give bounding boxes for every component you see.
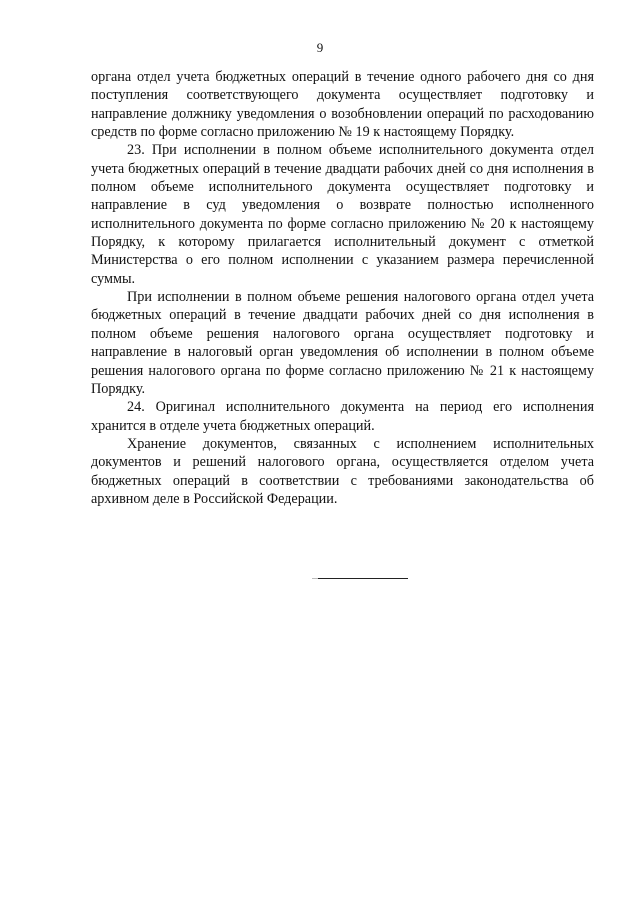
- paragraph-tax-decision: При исполнении в полном объеме решения налогового органа отдел учета бюджетных операций в течение двадцати рабочих дней со дня исполнения в полном объеме решения налогового органа осуществляет подготовку и направление в налоговый орган уведомления об исполнении в полном объеме решения налогового органа по форме согласно приложению № 21 к настоящему Порядку.: [91, 289, 594, 397]
- paragraph-item-23: 23. При исполнении в полном объеме исполнительного документа отдел учета бюджетных операций в течение двадцати рабочих дней со дня исполнения в полном объеме исполнительного документа осуществляет подготовку и направление в суд уведомления о возврате полностью исполненного исполнительного документа по форме согласно приложению № 20 к настоящему Порядку, к которому прилагается исполнительный документ с отметкой Министерства о его полном исполнении с указанием размера перечисленной суммы.: [91, 142, 594, 287]
- end-of-document-rule: [318, 578, 408, 579]
- page-number: 9: [316, 40, 324, 55]
- paragraph-item-24: 24. Оригинал исполнительного документа на период его исполнения хранится в отделе учета бюджетных операций.: [91, 399, 594, 434]
- document-body: [91, 68, 594, 508]
- paragraph-document-storage: Хранение документов, связанных с исполнением исполнительных документов и решений налогового органа, осуществляется отделом учета бюджетных операций в соответствии с требованиями законодательства об архивном деле в Российской Федерации.: [91, 435, 594, 507]
- paragraph-continuation: органа отдел учета бюджетных операций в течение одного рабочего дня со дня поступления соответствующего документа осуществляет подготовку и направление должнику уведомления о возобновлении операций по расходованию средств по форме согласно приложению № 19 к настоящему Порядку.: [91, 69, 594, 141]
